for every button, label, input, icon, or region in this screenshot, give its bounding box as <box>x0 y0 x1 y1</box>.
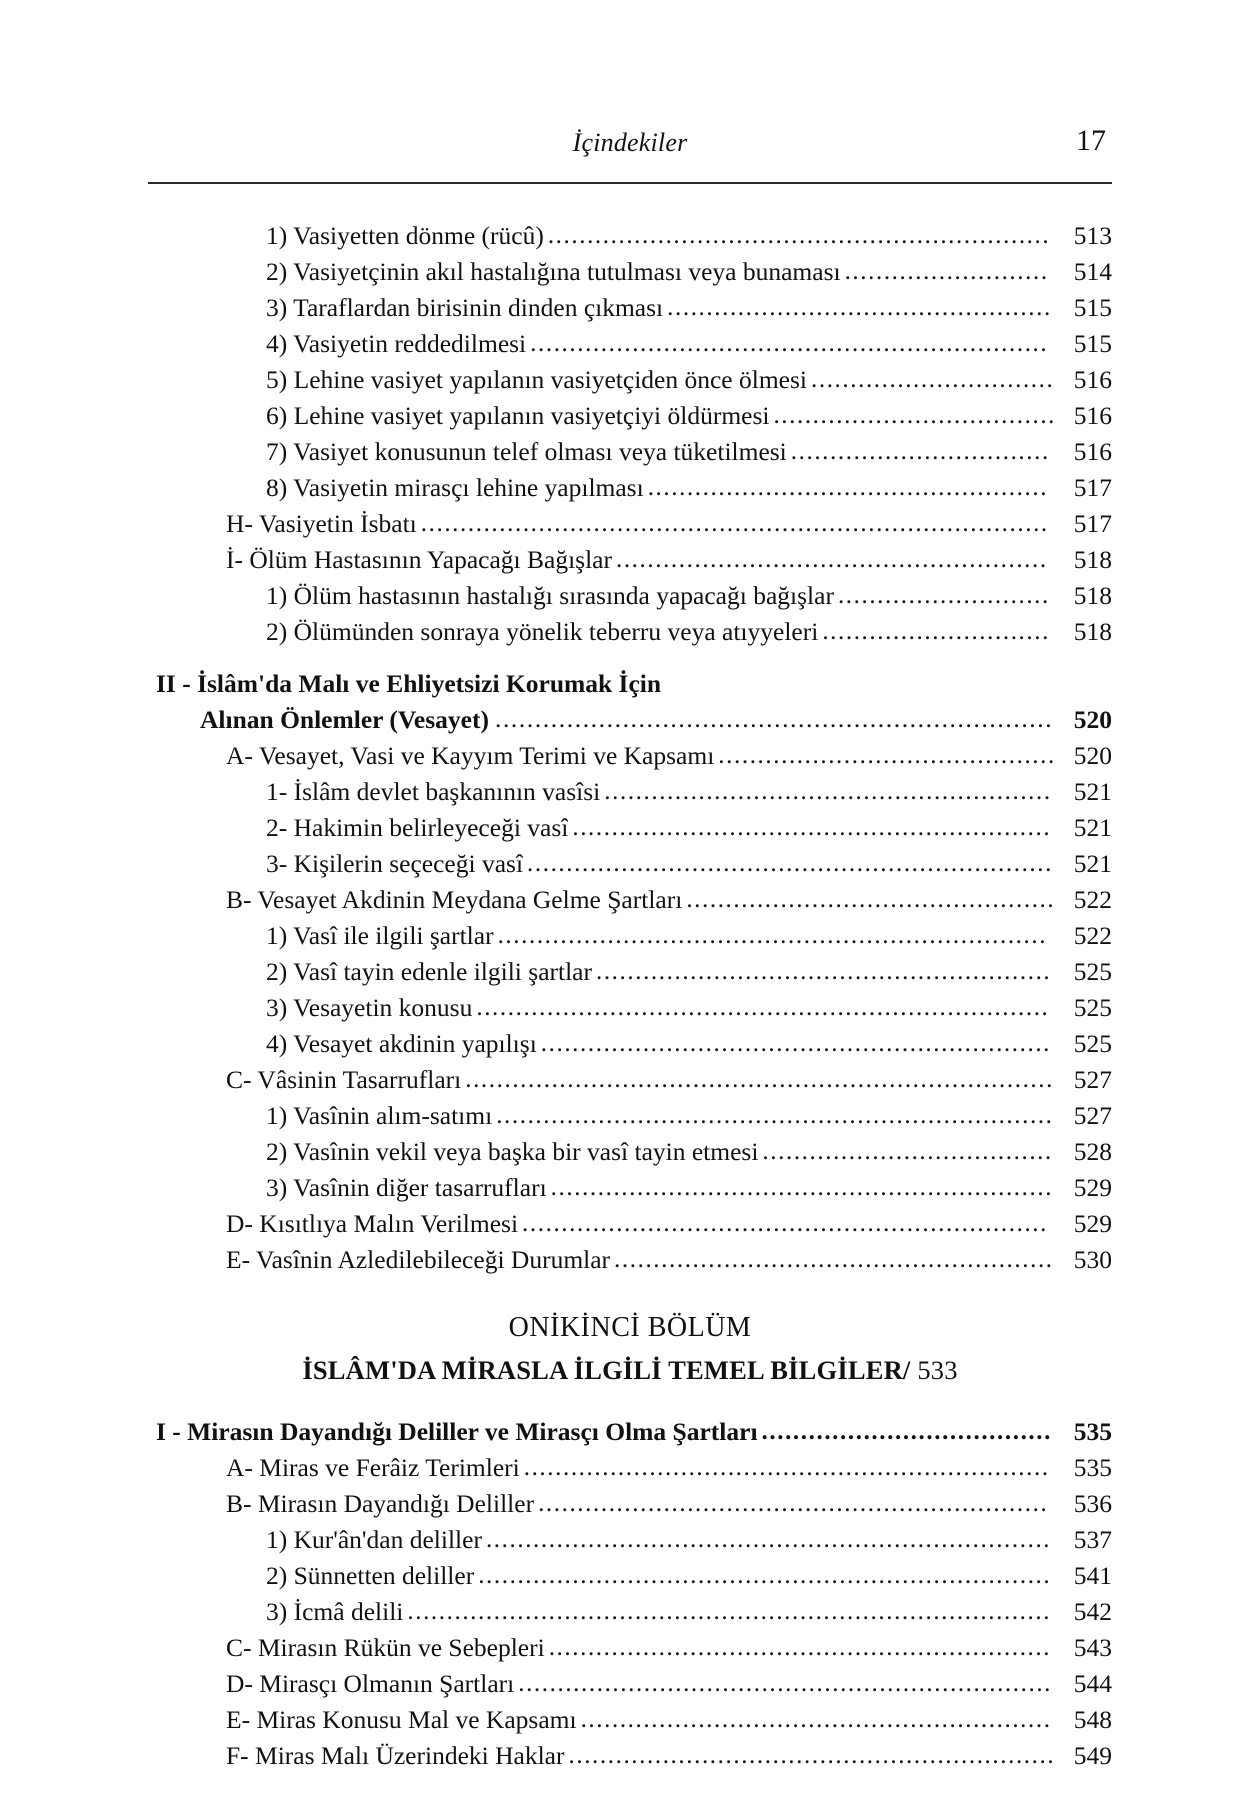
dot-leader: .............................................................. <box>568 1742 1056 1769</box>
dot-leader: ............................... <box>811 366 1055 393</box>
chapter-page: 533 <box>917 1355 958 1385</box>
toc-entry-label: B- Mirasın Dayandığı Deliller <box>226 1489 535 1518</box>
toc-entry[interactable] <box>148 434 1112 470</box>
dot-leader: ........................................................................ <box>485 1526 1052 1553</box>
toc-entry-label: E- Miras Konusu Mal ve Kapsamı <box>226 1705 577 1734</box>
dot-leader: ..................................... <box>762 1138 1053 1165</box>
dot-leader: .................................................................... <box>518 1670 1053 1697</box>
dot-leader: ............................................................. <box>572 814 1052 841</box>
dot-leader: ........................... <box>837 582 1050 609</box>
running-head-title: İçindekiler <box>572 128 688 157</box>
toc-entry-page: 525 <box>1073 1029 1112 1058</box>
toc-entry-label: 2) Vasî tayin edenle ilgili şartlar <box>266 957 592 986</box>
toc-entry-page: 544 <box>1073 1669 1112 1698</box>
toc-entry-label: A- Vesayet, Vasi ve Kayyım Terimi ve Kapsamı <box>226 741 715 770</box>
toc-entry-label: 8) Vasiyetin mirasçı lehine yapılması <box>266 473 644 502</box>
toc-entry-page: 518 <box>1073 545 1112 574</box>
toc-entry-page: 516 <box>1073 437 1112 466</box>
dot-leader: .......................... <box>844 258 1049 285</box>
toc-entry[interactable] <box>148 1206 1112 1242</box>
toc-entry-label: A- Miras ve Ferâiz Terimleri <box>226 1453 520 1482</box>
toc-entry-page: 543 <box>1073 1633 1112 1662</box>
toc-entry-label: 2) Vasiyetçinin akıl hastalığına tutulması veya bunaması <box>266 257 841 286</box>
toc-entry[interactable] <box>148 1170 1112 1206</box>
toc-entry-page: 514 <box>1073 257 1112 286</box>
toc-entry-page: 530 <box>1073 1245 1112 1274</box>
toc-entry-label: 3) Taraflardan birisinin dinden çıkması <box>266 293 664 322</box>
dot-leader: ................................................................... <box>527 850 1053 877</box>
toc-entry[interactable] <box>148 1558 1112 1594</box>
header-divider <box>148 182 1112 184</box>
toc-entry-label: 1) Vasî ile ilgili şartlar <box>266 921 494 950</box>
toc-entry-label: Alınan Önlemler (Vesayet) <box>200 705 489 734</box>
dot-leader: .................................... <box>773 402 1056 429</box>
toc-entry[interactable] <box>148 578 1112 614</box>
toc-entry-page: 521 <box>1073 849 1112 878</box>
toc-heading-roman-I[interactable] <box>148 1414 1112 1450</box>
toc-entry-label: C- Vâsinin Tasarrufları <box>226 1065 462 1094</box>
chapter-kicker: ONİKİNCİ BÖLÜM <box>508 1312 752 1343</box>
toc-entry[interactable] <box>148 990 1112 1026</box>
toc-entry[interactable] <box>148 326 1112 362</box>
toc-entry-label: 6) Lehine vasiyet yapılanın vasiyetçiyi öldürmesi <box>266 401 770 430</box>
table-of-contents <box>148 218 1112 1278</box>
toc-entry-label: 3) Vasînin diğer tasarrufları <box>266 1173 547 1202</box>
toc-entry-label: 3- Kişilerin seçeceği vasî <box>266 849 524 878</box>
toc-entry[interactable] <box>148 1630 1112 1666</box>
toc-entry-label: D- Mirasçı Olmanın Şartları <box>226 1669 515 1698</box>
toc-entry-label: F- Miras Malı Üzerindeki Haklar <box>226 1741 565 1770</box>
toc-entry[interactable] <box>148 918 1112 954</box>
toc-entry-label: H- Vasiyetin İsbatı <box>226 509 417 538</box>
dot-leader: ........................................... <box>718 742 1056 769</box>
toc-entry-label: D- Kısıtlıya Malın Verilmesi <box>226 1209 519 1238</box>
toc-entry-page: 520 <box>1073 741 1112 770</box>
toc-entry-page: 549 <box>1073 1741 1112 1770</box>
chapter-title-text: İSLÂM'DA MİRASLA İLGİLİ TEMEL BİLGİLER/ <box>302 1355 911 1385</box>
dot-leader: ....................................................................... <box>496 1102 1054 1129</box>
toc-entry-label: 2- Hakimin belirleyeceği vasî <box>266 813 569 842</box>
toc-entry[interactable] <box>148 882 1112 918</box>
toc-entry[interactable] <box>148 1062 1112 1098</box>
toc-entry[interactable] <box>148 1738 1112 1774</box>
toc-entry-label: 3) Vesayetin konusu <box>266 993 473 1022</box>
toc-entry[interactable] <box>148 1594 1112 1630</box>
toc-entry-label: 2) Ölümünden sonraya yönelik teberru veya atıyyeleri <box>266 617 819 646</box>
toc-entry[interactable] <box>148 1026 1112 1062</box>
toc-entry-page: 521 <box>1073 813 1112 842</box>
toc-entry-label: 5) Lehine vasiyet yapılanın vasiyetçiden önce ölmesi <box>266 365 807 394</box>
toc-group-vesayet <box>148 738 1112 1278</box>
toc-entry[interactable] <box>148 398 1112 434</box>
toc-entry-label: B- Vesayet Akdinin Meydana Gelme Şartları <box>226 885 683 914</box>
chapter-title <box>148 1348 1112 1392</box>
dot-leader: ...................................................................... <box>494 704 1054 733</box>
toc-entry-page: 516 <box>1073 365 1112 394</box>
toc-entry[interactable] <box>148 1098 1112 1134</box>
table-of-contents-miras <box>148 1414 1112 1774</box>
toc-entry-label: 3) İcmâ delili <box>266 1597 404 1626</box>
toc-entry-page: 537 <box>1073 1525 1112 1554</box>
toc-entry-page: 513 <box>1073 221 1112 250</box>
toc-entry-page: 520 <box>1073 705 1112 734</box>
toc-entry-page: 527 <box>1073 1065 1112 1094</box>
toc-entry-page: 517 <box>1073 473 1112 502</box>
toc-entry[interactable] <box>148 810 1112 846</box>
page-number: 17 <box>1076 124 1106 157</box>
toc-heading-roman-II-line1: II - İslâm'da Malı ve Ehliyetsizi Korumak İçin <box>156 669 662 698</box>
toc-entry-label: 1- İslâm devlet başkanının vasîsi <box>266 777 601 806</box>
dot-leader: ....................................................... <box>615 546 1048 573</box>
dot-leader: ................................................. <box>667 294 1052 321</box>
toc-entry[interactable] <box>148 290 1112 326</box>
toc-entry-label: I - Mirasın Dayandığı Deliller ve Mirasçı Olma Şartları <box>156 1417 758 1446</box>
dot-leader: ................................................................. <box>538 1490 1049 1517</box>
toc-entry-label: 1) Ölüm hastasının hastalığı sırasında yapacağı bağışlar <box>266 581 834 610</box>
toc-entry[interactable] <box>148 738 1112 774</box>
toc-entry[interactable] <box>148 218 1112 254</box>
toc-entry-label: 4) Vasiyetin reddedilmesi <box>266 329 527 358</box>
dot-leader: .................................................................. <box>530 330 1049 357</box>
dot-leader: ................................................................... <box>522 1210 1048 1237</box>
dot-leader: ................................. <box>790 438 1050 465</box>
toc-entry[interactable] <box>148 846 1112 882</box>
running-head <box>148 124 1112 182</box>
toc-entry[interactable] <box>148 542 1112 578</box>
dot-leader: ........................................................................... <box>465 1066 1054 1093</box>
toc-entry-label: 4) Vesayet akdinin yapılışı <box>266 1029 537 1058</box>
chapter-heading <box>148 1308 1112 1392</box>
dot-leader: ......................................................... <box>604 778 1052 805</box>
toc-entry[interactable] <box>148 1242 1112 1278</box>
toc-entry-page: 529 <box>1073 1209 1112 1238</box>
toc-entry-page: 541 <box>1073 1561 1112 1590</box>
toc-entry-page: 528 <box>1073 1137 1112 1166</box>
dot-leader: ............................................... <box>686 886 1056 913</box>
toc-entry-label: C- Mirasın Rükün ve Sebepleri <box>226 1633 545 1662</box>
toc-entry-label: 2) Sünnetten deliller <box>266 1561 475 1590</box>
toc-entry[interactable] <box>148 1666 1112 1702</box>
toc-entry-label: 2) Vasînin vekil veya başka bir vasî tayin etmesi <box>266 1137 759 1166</box>
toc-entry[interactable] <box>148 470 1112 506</box>
toc-entry-label: İ- Ölüm Hastasının Yapacağı Bağışlar <box>226 545 612 574</box>
toc-entry-page: 535 <box>1073 1417 1112 1446</box>
toc-entry-label: 1) Vasînin alım-satımı <box>266 1101 493 1130</box>
toc-entry-page: 515 <box>1073 293 1112 322</box>
toc-entry[interactable] <box>148 1522 1112 1558</box>
toc-entry-label: E- Vasînin Azledilebileceği Durumlar <box>226 1245 611 1274</box>
toc-entry[interactable] <box>148 362 1112 398</box>
dot-leader: ................................................................ <box>550 1174 1054 1201</box>
dot-leader: ......................................................................... <box>478 1562 1052 1589</box>
toc-entry-page: 522 <box>1073 921 1112 950</box>
dot-leader: .......................................................... <box>595 958 1052 985</box>
toc-entry-page: 518 <box>1073 617 1112 646</box>
toc-entry[interactable] <box>148 1134 1112 1170</box>
toc-entry-page: 517 <box>1073 509 1112 538</box>
dot-leader: .................................................................................. <box>407 1598 1052 1625</box>
toc-entry-page: 522 <box>1073 885 1112 914</box>
toc-entry-page: 548 <box>1073 1705 1112 1734</box>
toc-entry-label: 1) Vasiyetten dönme (rücû) <box>266 221 544 250</box>
toc-entry[interactable] <box>148 1450 1112 1486</box>
dot-leader: ................................................................... <box>523 1454 1050 1481</box>
dot-leader: ...................................................................... <box>497 922 1048 949</box>
dot-leader: ................................................................. <box>540 1030 1052 1057</box>
toc-entry-page: 536 <box>1073 1489 1112 1518</box>
toc-entry-page: 535 <box>1073 1453 1112 1482</box>
dot-leader: ................................................................................ <box>420 510 1049 537</box>
toc-entry-page: 529 <box>1073 1173 1112 1202</box>
toc-group-vasiyet <box>148 218 1112 650</box>
dot-leader: ..................................... <box>761 1418 1052 1445</box>
toc-entry-label: 1) Kur'ân'dan deliller <box>266 1525 482 1554</box>
dot-leader: ......................................................................... <box>476 994 1050 1021</box>
toc-entry-page: 542 <box>1073 1597 1112 1626</box>
toc-entry[interactable] <box>148 1702 1112 1738</box>
toc-entry-page: 525 <box>1073 993 1112 1022</box>
dot-leader: ................................................................ <box>548 1634 1052 1661</box>
toc-entry[interactable] <box>148 954 1112 990</box>
toc-entry-page: 516 <box>1073 401 1112 430</box>
toc-entry-page: 527 <box>1073 1101 1112 1130</box>
toc-heading-roman-II-line2 <box>148 702 1112 738</box>
dot-leader: ........................................................ <box>614 1246 1054 1273</box>
toc-entry[interactable] <box>148 774 1112 810</box>
toc-entry[interactable] <box>148 506 1112 542</box>
toc-entry[interactable] <box>148 254 1112 290</box>
toc-entry-page: 521 <box>1073 777 1112 806</box>
dot-leader: ............................. <box>822 618 1050 645</box>
dot-leader: ................................................................ <box>547 222 1051 249</box>
toc-entry-page: 518 <box>1073 581 1112 610</box>
dot-leader: ............................................................ <box>580 1706 1052 1733</box>
toc-group-miras <box>148 1450 1112 1774</box>
toc-entry-page: 525 <box>1073 957 1112 986</box>
toc-entry-label: 7) Vasiyet konusunun telef olması veya tüketilmesi <box>266 437 787 466</box>
toc-entry[interactable] <box>148 614 1112 650</box>
toc-heading-roman-II[interactable] <box>148 666 1112 738</box>
toc-entry[interactable] <box>148 1486 1112 1522</box>
dot-leader: ................................................... <box>647 474 1049 501</box>
toc-entry-page: 515 <box>1073 329 1112 358</box>
spacer <box>148 650 1112 666</box>
